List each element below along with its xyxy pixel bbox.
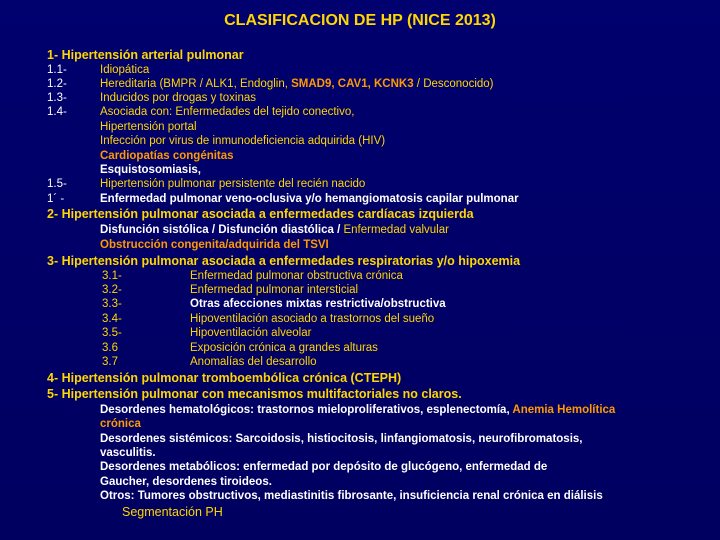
item-number: 1.2-	[47, 78, 67, 90]
item-number: 3.6	[102, 342, 118, 354]
item-number: 1.3-	[47, 92, 67, 104]
item-text: Idiopática	[100, 64, 150, 76]
item-text: Otras afecciones mixtas restrictiva/obstructiva	[190, 298, 446, 310]
item-text: Cardiopatías congénitas	[100, 150, 234, 162]
valvular-text: Enfermedad valvular	[343, 224, 449, 236]
item-number: 3.4-	[102, 313, 122, 325]
item-number: 1.5-	[47, 178, 67, 190]
segmentacion-text: Segmentación PH	[122, 505, 223, 519]
item-text: Gaucher, desordenes tiroideos.	[100, 476, 272, 488]
item-text: Esquistosomiasis,	[100, 164, 201, 176]
item-text: Hipertensión portal	[100, 121, 197, 133]
item-text: Desordenes sistémicos: Sarcoidosis, histiocitosis, linfangiomatosis, neurofibromatosis,	[100, 433, 583, 445]
anemia-text: Anemia Hemolítica	[512, 404, 616, 416]
item-text: vasculitis.	[100, 447, 156, 459]
item-text: Asociada con: Enfermedades del tejido conectivo,	[100, 106, 355, 118]
item-text: Obstrucción congenita/adquirida del TSVI	[100, 239, 329, 251]
disfuncion-text: Disfunción sistólica / Disfunción diastólica /	[100, 224, 344, 236]
item-text: Enfermedad pulmonar veno-oclusiva y/o hemangiomatosis capilar pulmonar	[100, 193, 519, 205]
item-text: Hipoventilación asociado a trastornos del sueño	[190, 313, 435, 325]
item-text: Otros: Tumores obstructivos, mediastinitis fibrosante, insuficiencia renal crónica en diálisis	[100, 490, 603, 502]
item-text	[100, 77, 494, 91]
item-text: Desordenes metabólicos: enfermedad por depósito de glucógeno, enfermedad de	[100, 461, 548, 473]
item-text: Enfermedad pulmonar obstructiva crónica	[190, 270, 403, 282]
hemat-text: Desordenes hematológicos: trastornos mieloproliferativos, esplenectomía,	[100, 404, 513, 416]
section-4-heading: 4- Hipertensión pulmonar tromboembólica crónica (CTEPH)	[47, 371, 402, 385]
item-text: Anomalías del desarrollo	[190, 356, 317, 368]
section-1-heading: 1- Hipertensión arterial pulmonar	[47, 48, 244, 62]
item-text	[100, 403, 615, 417]
genes-text: SMAD9, CAV1, KCNK3	[291, 78, 414, 90]
hereditaria-text: Hereditaria (BMPR / ALK1, Endoglin,	[100, 78, 292, 90]
item-number: 3.2-	[102, 284, 122, 296]
item-text: Inducidos por drogas y toxinas	[100, 92, 256, 104]
item-number: 1.1-	[47, 64, 67, 76]
section-2-heading: 2- Hipertensión pulmonar asociada a enfermedades cardíacas izquierda	[47, 207, 474, 221]
section-3-heading: 3- Hipertensión pulmonar asociada a enfermedades respiratorias y/o hipoxemia	[47, 254, 521, 268]
item-text	[100, 223, 449, 237]
hereditaria-suffix: / Desconocido)	[413, 78, 494, 90]
item-number: 1´ -	[47, 193, 65, 205]
item-text: Hipertensión pulmonar persistente del recién nacido	[100, 178, 366, 190]
item-text: crónica	[100, 418, 141, 430]
item-number: 3.3-	[102, 298, 122, 310]
item-text: Infección por virus de inmunodeficiencia adquirida (HIV)	[100, 135, 386, 147]
item-text: Enfermedad pulmonar intersticial	[190, 284, 359, 296]
item-number: 3.7	[102, 356, 118, 368]
item-number: 3.5-	[102, 327, 122, 339]
item-text: Hipoventilación alveolar	[190, 327, 312, 339]
item-number: 3.1-	[102, 270, 122, 282]
item-number: 1.4-	[47, 106, 67, 118]
item-text: Exposición crónica a grandes alturas	[190, 342, 378, 354]
section-5-heading: 5- Hipertensión pulmonar con mecanismos multifactoriales no claros.	[47, 387, 462, 401]
page-title: CLASIFICACION DE HP (NICE 2013)	[224, 12, 496, 29]
